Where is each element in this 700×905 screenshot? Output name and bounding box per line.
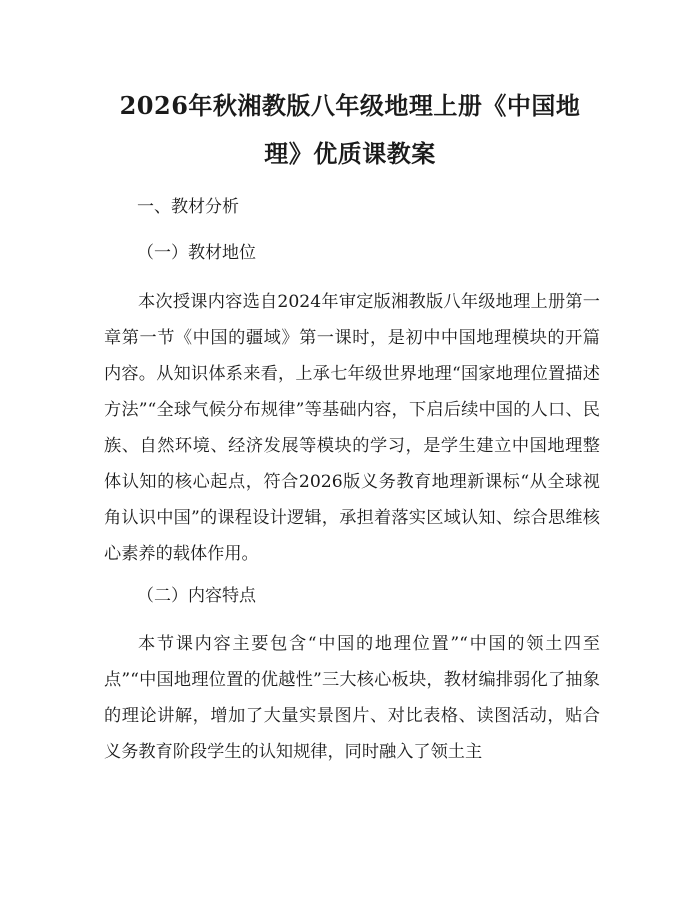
subsection-heading-textbook-position: （一）教材地位 [137,243,256,263]
section-heading-textbook-analysis: 一、教材分析 [137,197,239,217]
document-title-line-1: 2026年秋湘教版八年级地理上册《中国地 [119,91,581,120]
subsection-heading-content-features: （二）内容特点 [137,586,256,606]
document-title-line-2: 理》优质课教案 [264,139,436,168]
paragraph-content-features: 本节课内容主要包含“中国的地理位置”“中国的领土四至点”“中国地理位置的优越性”三大核心板块，教材编排弱化了抽象的理论讲解，增加了大量实景图片、对比表格、读图活动，贴合义务教育阶段学生的认知规律，同时融入了领土主 [104,634,600,762]
paragraph-textbook-position: 本次授课内容选自2024年审定版湘教版八年级地理上册第一章第一节《中国的疆域》第一课时，是初中中国地理模块的开篇内容。从知识体系来看，上承七年级世界地理“国家地理位置描述方法”“全球气候分布规律”等基础内容，下启后续中国的人口、民族、自然环境、经济发展等模块的学习，是学生建立中国地理整体认知的核心起点，符合2026版义务教育地理新课标“从全球视角认识中国”的课程设计逻辑，承担着落实区域认知、综合思维核心素养的载体作用。 [104,292,600,564]
